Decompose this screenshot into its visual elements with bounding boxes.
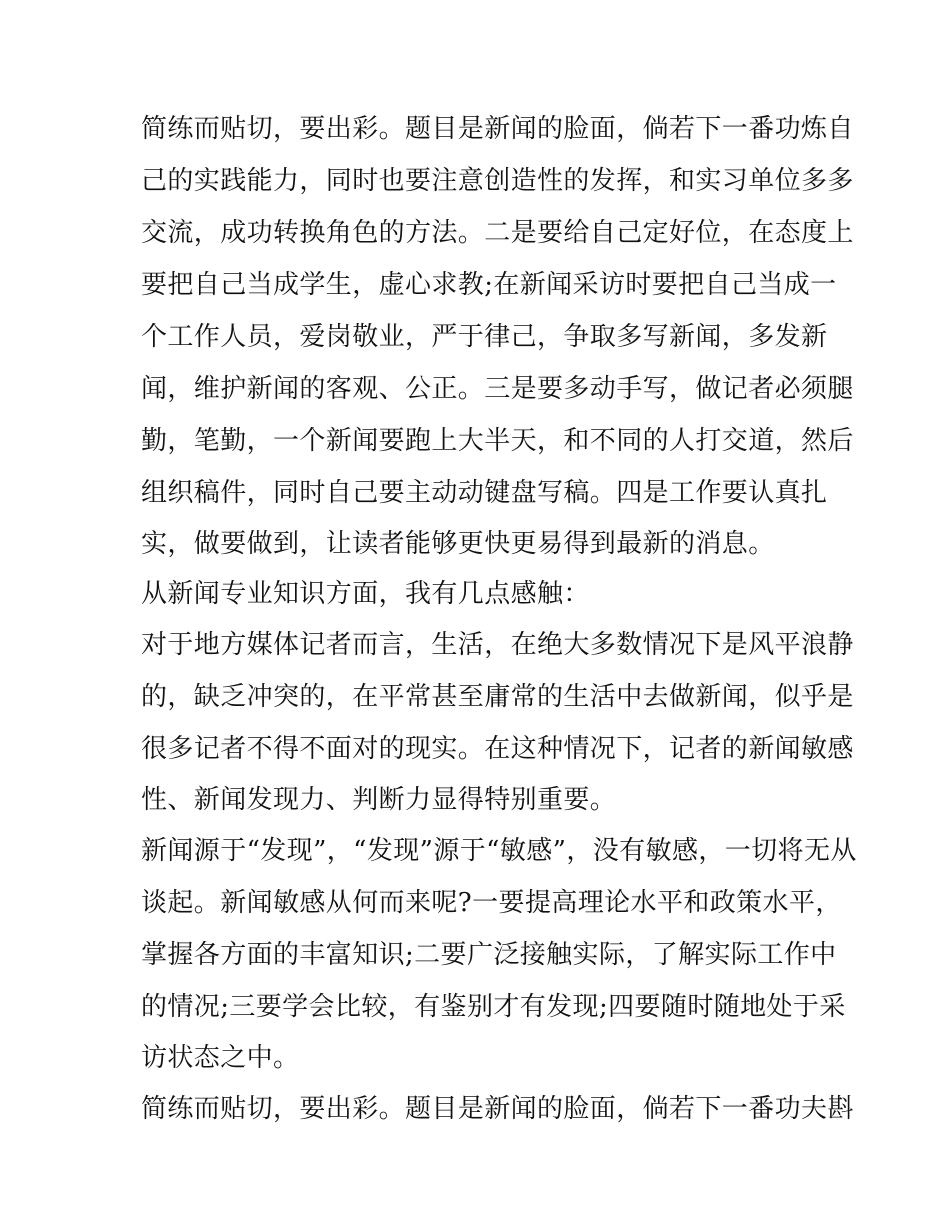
text-line: 掌握各方面的丰富知识;二要广泛接触实际，了解实际工作中 [141, 940, 837, 970]
paragraph-5 [141, 1083, 854, 1135]
text-line: 组织稿件，同时自己要主动动键盘写稿。四是工作要认真扎 [141, 478, 828, 508]
text-line: 简练而贴切，要出彩。题目是新闻的脸面，倘若下一番功炼自 [141, 114, 854, 144]
paragraph-3 [141, 619, 854, 825]
text-line: 性、新闻发现力、判断力显得特别重要。 [141, 785, 617, 815]
text-line: 的，缺乏冲突的，在平常甚至庸常的生活中去做新闻，似乎是 [141, 682, 854, 712]
text-line: 勤，笔勤，一个新闻要跑上大半天，和不同的人打交道，然后 [141, 426, 854, 456]
paragraph-2 [141, 569, 816, 619]
text-line: 新闻源于“发现”，“发现”源于“敏感”，没有敏感，一切将无从 [141, 836, 857, 866]
text-line: 己的实践能力，同时也要注意创造性的发挥，和实习单位多多 [141, 166, 854, 196]
text-line: 个工作人员，爱岗敬业，严于律己，争取多写新闻，多发新 [141, 322, 828, 352]
text-line: 的情况;三要学会比较，有鉴别才有发现;四要随时随地处于采 [141, 992, 846, 1022]
paragraph-4 [141, 825, 857, 1083]
text-line: 实，做要做到，让读者能够更快更易得到最新的消息。 [141, 529, 775, 559]
document-body [141, 103, 857, 1135]
paragraph-1 [141, 103, 854, 569]
text-line: 访状态之中。 [141, 1043, 300, 1073]
text-line: 从新闻专业知识方面，我有几点感触： [141, 579, 590, 609]
text-line: 对于地方媒体记者而言，生活，在绝大多数情况下是风平浪静 [141, 630, 854, 660]
text-line: 简练而贴切，要出彩。题目是新闻的脸面，倘若下一番功夫斟 [141, 1094, 854, 1124]
text-line: 要把自己当成学生，虚心求教;在新闻采访时要把自己当成一 [141, 270, 837, 300]
text-line: 很多记者不得不面对的现实。在这种情况下，记者的新闻敏感 [141, 734, 854, 764]
text-line: 闻，维护新闻的客观、公正。三是要多动手写，做记者必须腿 [141, 374, 854, 404]
text-line: 交流，成功转换角色的方法。二是要给自己定好位，在态度上 [141, 218, 854, 248]
text-line: 谈起。新闻敏感从何而来呢?一要提高理论水平和政策水平， [141, 888, 842, 918]
